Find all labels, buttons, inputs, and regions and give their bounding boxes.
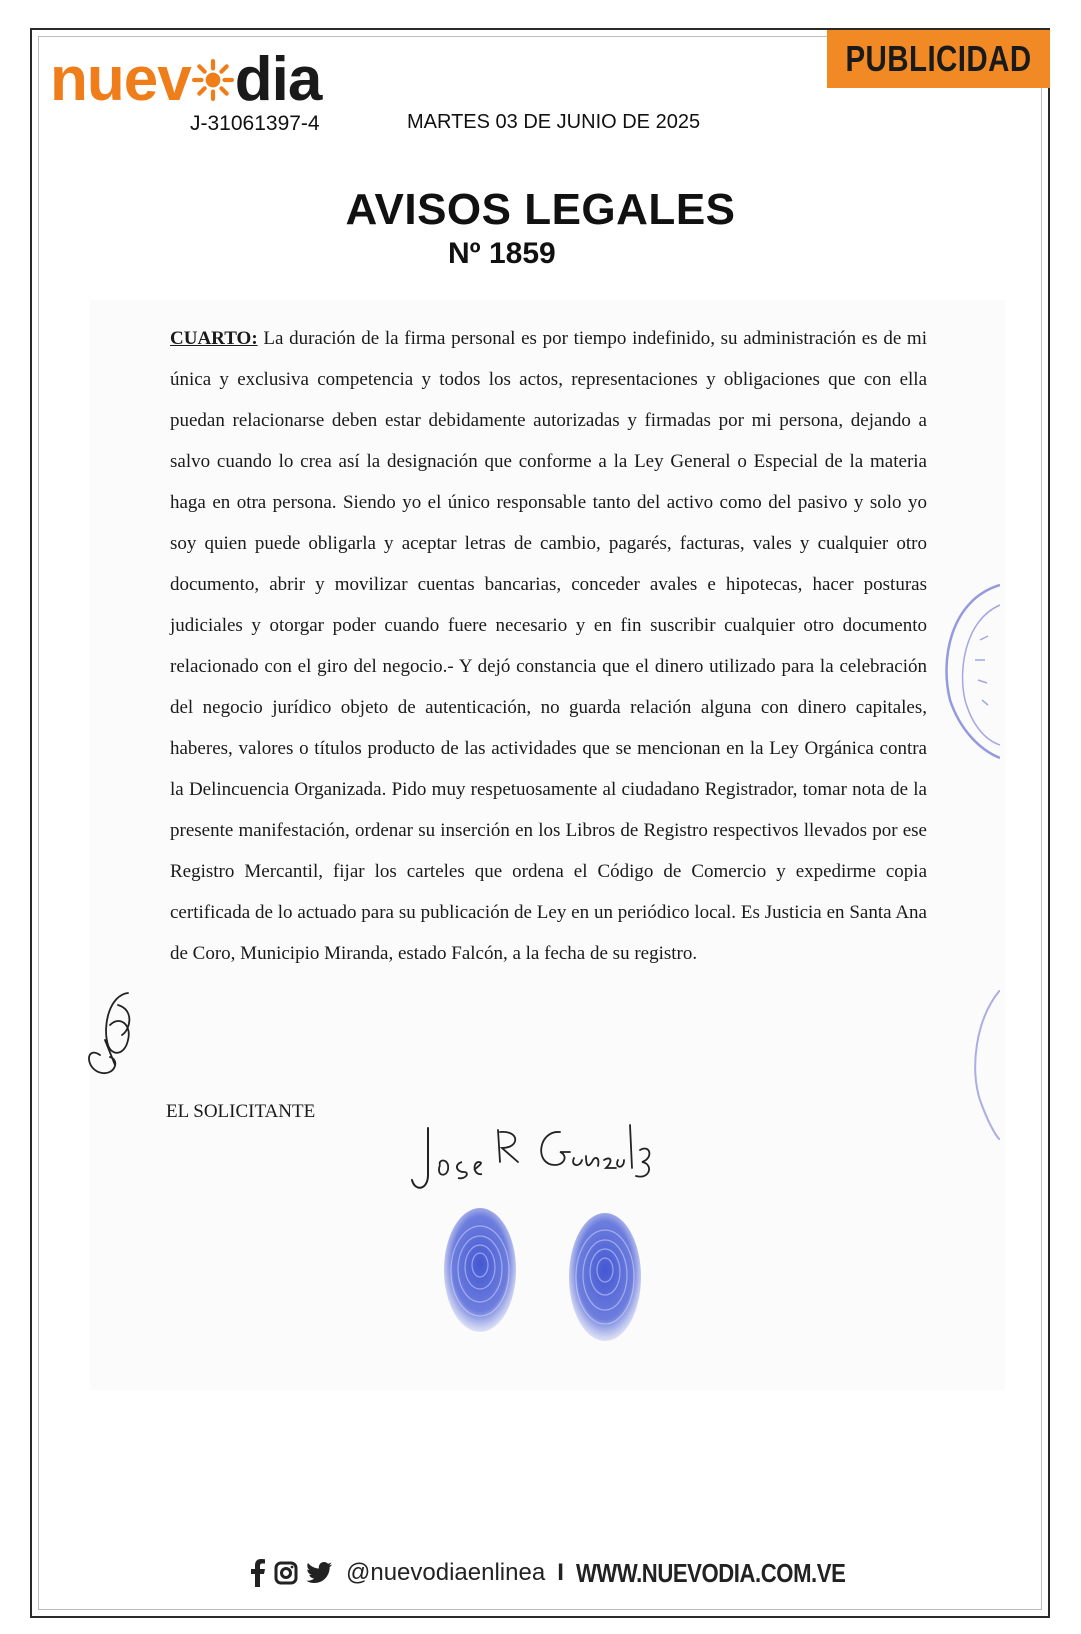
- footer-separator: I: [557, 1559, 564, 1586]
- official-stamp-fragment-icon: [965, 990, 1000, 1140]
- handwritten-signature: [410, 1120, 670, 1200]
- rif-number: J-31061397-4: [190, 112, 320, 135]
- notice-number: Nº 1859: [448, 237, 556, 270]
- logo-text-part1: nuev: [50, 45, 191, 114]
- nuevodia-logo: [50, 45, 322, 114]
- publicidad-badge: PUBLICIDAD: [827, 30, 1050, 88]
- signer-label: EL SOLICITANTE: [166, 1101, 316, 1122]
- clause-text: La duración de la firma personal es por tiempo indefinido, su administración es de mi única y exclusiva competencia y todos los actos, representaciones y obligaciones que con ella puedan relacionarse deben estar debidamente autorizadas y firmadas por mi persona, dejando a salvo cuando lo crea así la designación que conforme a la Ley General o Especial de la materia haga en otra persona. Siendo yo el único responsable tanto del activo como del pasivo y solo yo soy quien puede obligarla y aceptar letras de cambio, pagarés, facturas, vales y cualquier otro documento, abrir y movilizar cuentas bancarias, conceder avales e hipotecas, hacer posturas judiciales y otorgar poder cuando fuere necesario y en fin suscribir cualquier otro documento relacionado con el giro del negocio.- Y dejó constancia que el dinero utilizado para la celebración del negocio jurídico objeto de autenticación, no guarda relación alguna con dinero capitales, haberes, valores o títulos producto de las actividades que se mencionan en la Ley Orgánica contra la Delincuencia Organizada. Pido muy respetuosamente al ciudadano Registrador, tomar nota de la presente manifestación, ordenar su inserción en los Libros de Registro respectivos llevados por ese Registro Mercantil, fijar los carteles que ordena el Código de Comercio y expedirme copia certificada de lo actuado para su publicación de Ley en un periódico local. Es Justicia en Santa Ana de Coro, Municipio Miranda, estado Falcón, a la fecha de su registro.: [170, 328, 927, 964]
- fingerprint-left-icon: [440, 1205, 520, 1335]
- logo-text-part2: dia: [234, 45, 322, 114]
- social-handle[interactable]: @nuevodiaenlinea: [346, 1559, 546, 1586]
- document-body: [170, 318, 927, 974]
- margin-initials-icon: [80, 985, 140, 1085]
- official-stamp-icon: [940, 580, 1000, 760]
- fingerprint-right-icon: [565, 1210, 645, 1345]
- twitter-icon[interactable]: [306, 1562, 332, 1584]
- instagram-icon[interactable]: [274, 1561, 298, 1585]
- sun-logo-icon: [192, 59, 234, 101]
- facebook-icon[interactable]: [250, 1559, 266, 1587]
- website-link[interactable]: WWW.NUEVODIA.COM.VE: [575, 1557, 846, 1588]
- publication-date: MARTES 03 DE JUNIO DE 2025: [407, 111, 701, 133]
- page-footer: [250, 1553, 893, 1593]
- page-title: AVISOS LEGALES: [345, 185, 736, 234]
- clause-heading: CUARTO:: [170, 328, 258, 349]
